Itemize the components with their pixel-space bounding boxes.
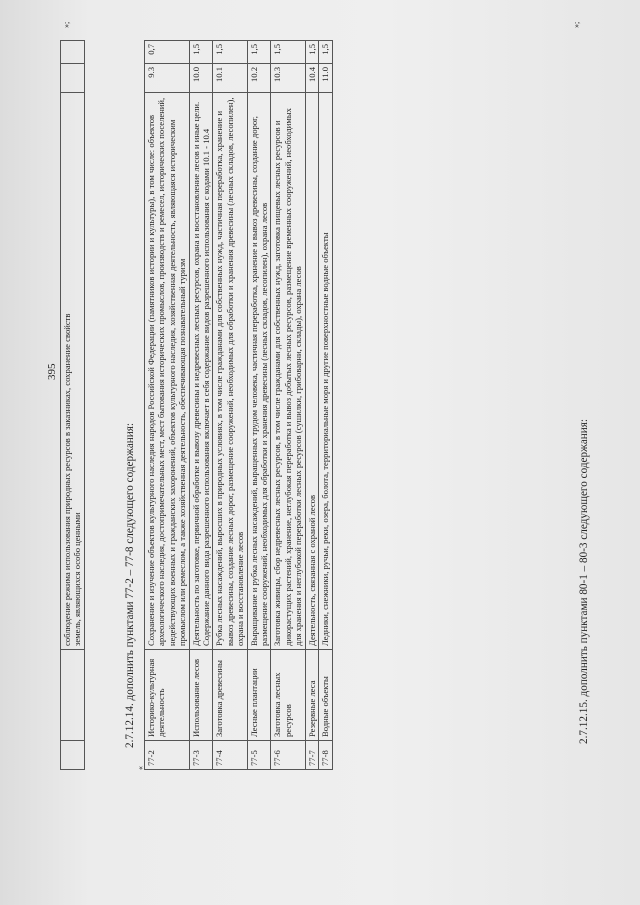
row-name: Резервные леса xyxy=(305,650,318,741)
row-number: 77-7 xyxy=(305,741,318,770)
row-number: 77-2 xyxy=(145,741,190,770)
row-name: Использование лесов xyxy=(189,650,213,741)
table-cell xyxy=(61,93,85,650)
row-code: 10.2 xyxy=(247,64,271,93)
row-value: 1,5 xyxy=(319,41,332,64)
row-number: 77-8 xyxy=(319,741,332,770)
quote-close-mark: »; xyxy=(572,21,581,28)
table-row xyxy=(271,41,305,770)
row-value: 1,5 xyxy=(305,41,318,64)
table-row xyxy=(319,41,332,770)
table-row xyxy=(189,41,213,770)
row-name: Заготовка древесины xyxy=(213,650,247,741)
table-cell xyxy=(61,741,85,770)
row-description: Выращивание и рубка лесных насаждений, выращенных трудом человека, частичная переработка, хранение и вывоз древесины, создание дорог, размещение сооружений, необходимых для обработки и хранения древесины (лесных складов, лесопилен), охрана лесов xyxy=(247,93,271,650)
row-code: 10.4 xyxy=(305,64,318,93)
row-number: 77-4 xyxy=(213,741,247,770)
row-code: 10.1 xyxy=(213,64,247,93)
row-description: Рубка лесных насаждений, выросших в природных условиях, в том числе гражданами для собственных нужд, частичная переработка, хранение и вывоз древесины, создание лесных дорог, размещение сооружений, необходимых для обработки и хранения древесины (лесных складов, лесопилен), охрана и восстановление лесов xyxy=(213,93,247,650)
row-value: 1,5 xyxy=(247,41,271,64)
row-name: Водные объекты xyxy=(319,650,332,741)
row-code: 9.3 xyxy=(145,64,190,93)
row-value: 0,7 xyxy=(145,41,190,64)
row-value: 1,5 xyxy=(189,41,213,64)
page-number: 395 xyxy=(46,363,58,380)
table-cell xyxy=(61,650,85,741)
rotated-page xyxy=(40,20,600,780)
row-name: Заготовка лесных ресурсов xyxy=(271,650,305,741)
table-row xyxy=(247,41,271,770)
row-description: Деятельность по заготовке, первичной обработке и вывозу древесины и недревесных лесных ресурсов, охрана и восстановление лесов и иные цели. Содержание данного вида разрешенного использования включает в себя содержание видов разрешенного использования с кодами 10.1 - 10.4 xyxy=(189,93,213,650)
row-description: Заготовка живицы, сбор недревесных лесных ресурсов, в том числе гражданами для собственных нужд, заготовка пищевых лесных ресурсов и дикорастущих растений, хранение, неглубокая переработка и вывоз добытых лесных ресурсов, размещение временных сооружений, необходимых для хранения и неглубокой переработки лесных ресурсов (сушилки, грибоварни, склады), охрана лесов xyxy=(271,93,305,650)
continuation-table xyxy=(60,40,85,770)
row-code: 11.0 xyxy=(319,64,332,93)
table-cell xyxy=(61,41,85,64)
row-code: 10.3 xyxy=(271,64,305,93)
quote-close-mark: »; xyxy=(62,21,71,28)
row-name: Историко-культурная деятельность xyxy=(145,650,190,741)
table-row xyxy=(305,41,318,770)
row-number: 77-6 xyxy=(271,741,305,770)
section-heading-2: 2.7.12.15. дополнить пунктами 80-1 – 80-3 следующего содержания: xyxy=(578,418,590,744)
row-code: 10.0 xyxy=(189,64,213,93)
quote-open-mark: « xyxy=(136,766,145,770)
row-text-line-2: земель, являющихся особо ценными xyxy=(72,512,83,646)
row-number: 77-3 xyxy=(189,741,213,770)
row-value: 1,5 xyxy=(271,41,305,64)
row-value: 1,5 xyxy=(213,41,247,64)
section-heading-1: 2.7.12.14. дополнить пунктами 77-2 – 77-8 следующего содержания: xyxy=(124,422,136,748)
row-description: Ледники, снежники, ручьи, реки, озера, болота, территориальные моря и другие поверхностные водные объекты xyxy=(319,93,332,650)
row-number: 77-5 xyxy=(247,741,271,770)
row-name: Лесные плантации xyxy=(247,650,271,741)
table-row xyxy=(61,41,85,770)
row-text-line-1: соблюдение режима использования природных ресурсов в заказниках, сохранение свойств xyxy=(62,313,72,646)
table-row xyxy=(145,41,190,770)
table-cell xyxy=(61,64,85,93)
row-description: Сохранение и изучение объектов культурного наследия народов Российской Федерации (памятников истории и культуры), в том числе: объектов археологического наследия, достопримечательных мест, мест бытования исторических промыслов, производств и ремесел, исторических поселений, недействующих военных и гражданских захоронений, объектов культурного наследия, хозяйственная деятельность, являющаяся историческим промыслом или ремеслом, а также хозяйственная деятельность, обеспечивающая познавательный туризм xyxy=(145,93,190,650)
table-row xyxy=(213,41,247,770)
land-use-table xyxy=(144,40,333,770)
row-description: Деятельность, связанная с охраной лесов xyxy=(305,93,318,650)
